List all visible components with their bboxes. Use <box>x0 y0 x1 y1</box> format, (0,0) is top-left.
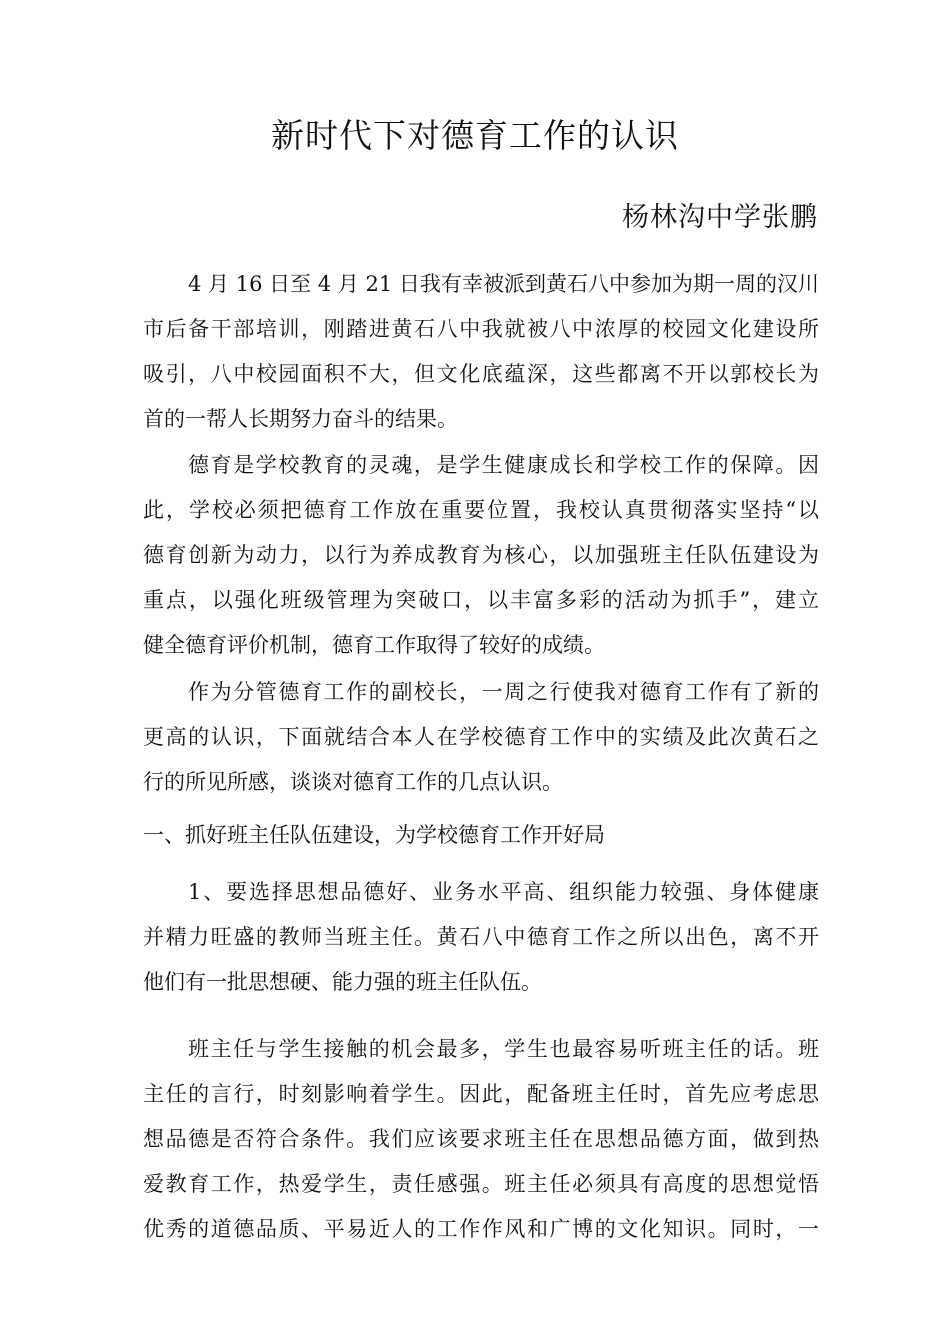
paragraph-line: 想品德是否符合条件。我们应该要求班主任在思想品德方面，做到热 <box>143 1127 819 1151</box>
paragraph-line: 优秀的道德品质、平易近人的工作作风和广博的文化知识。同时，一 <box>143 1217 819 1241</box>
paragraph-line: 吸引，八中校园面积不大，但文化底蕴深，这些都离不开以郭校长为 <box>143 362 819 386</box>
paragraph-3 <box>143 670 819 805</box>
paragraph-line: 4 月 16 日至 4 月 21 日我有幸被派到黄石八中参加为期一周的汉川 <box>188 272 819 296</box>
paragraph-line: 作为分管德育工作的副校长，一周之行使我对德育工作有了新的 <box>188 680 819 704</box>
paragraph-line: 他们有一批思想硬、能力强的班主任队伍。 <box>143 970 542 994</box>
paragraph-5 <box>143 870 819 1005</box>
paragraph-line: 首的一帮人长期努力奋斗的结果。 <box>143 407 458 431</box>
paragraph-2 <box>143 443 819 668</box>
section-heading-text: 一、抓好班主任队伍建设，为学校德育工作开好局 <box>143 823 605 847</box>
paragraph-line: 德育创新为动力，以行为养成教育为核心，以加强班主任队伍建设为 <box>143 543 819 567</box>
paragraph-line: 市后备干部培训，刚踏进黄石八中我就被八中浓厚的校园文化建设所 <box>143 317 819 341</box>
paragraph-line: 并精力旺盛的教师当班主任。黄石八中德育工作之所以出色，离不开 <box>143 925 819 949</box>
paragraph-line: 行的所见所感，谈谈对德育工作的几点认识。 <box>143 770 563 794</box>
paragraph-line: 此，学校必须把德育工作放在重要位置，我校认真贯彻落实坚持“以 <box>143 498 819 522</box>
paragraph-line: 1、要选择思想品德好、业务水平高、组织能力较强、身体健康 <box>188 880 819 904</box>
section-heading-1 <box>143 813 819 858</box>
paragraph-1 <box>143 262 819 442</box>
paragraph-line: 德育是学校教育的灵魂，是学生健康成长和学校工作的保障。因 <box>188 453 819 477</box>
paragraph-line: 更高的认识，下面就结合本人在学校德育工作中的实绩及此次黄石之 <box>143 725 819 749</box>
document-title: 新时代下对德育工作的认识 <box>271 116 679 155</box>
paragraph-line: 班主任与学生接触的机会最多，学生也最容易听班主任的话。班 <box>188 1037 819 1061</box>
paragraph-line: 爱教育工作，热爱学生，责任感强。班主任必须具有高度的思想觉悟 <box>143 1172 819 1196</box>
paragraph-line: 健全德育评价机制，德育工作取得了较好的成绩。 <box>143 633 605 657</box>
paragraph-6 <box>143 1027 819 1252</box>
author-line: 杨林沟中学张鹏 <box>622 202 818 233</box>
paragraph-line: 主任的言行，时刻影响着学生。因此，配备班主任时，首先应考虑思 <box>143 1082 819 1106</box>
paragraph-line: 重点，以强化班级管理为突破口，以丰富多彩的活动为抓手”，建立 <box>143 588 819 612</box>
